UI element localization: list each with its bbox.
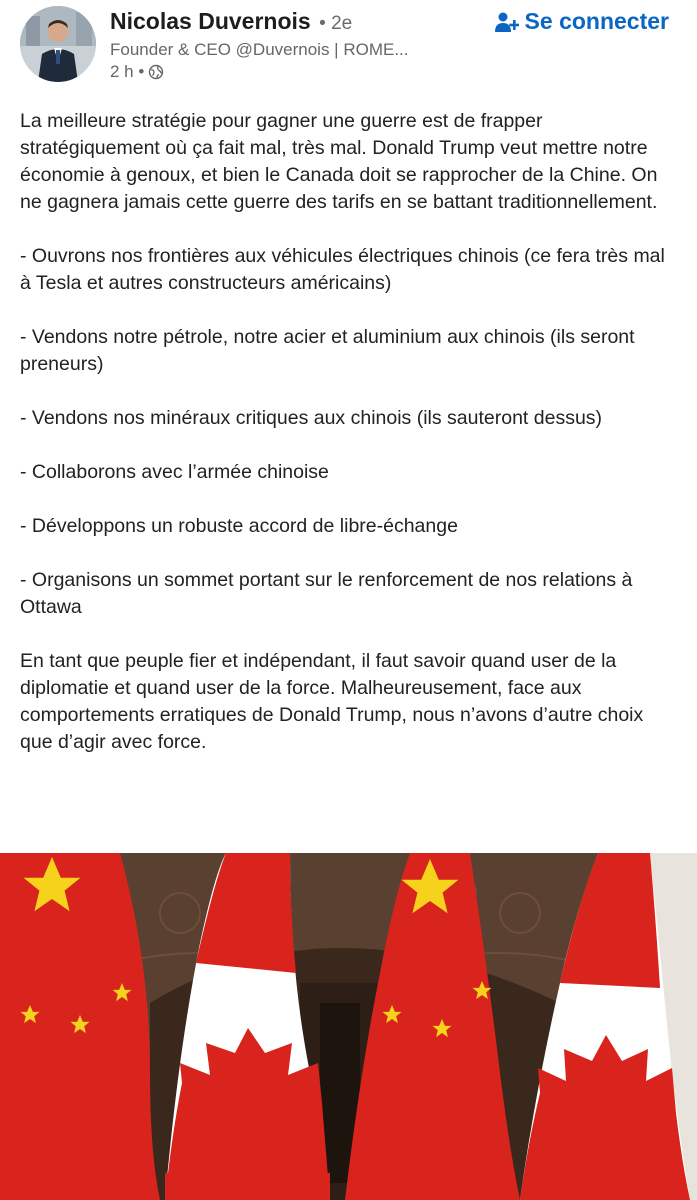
connect-label: Se connecter	[524, 8, 669, 34]
post-paragraph: La meilleure stratégie pour gagner une guerre est de frapper stratégiquement où ça fait mal, très mal. Donald Trump veut mettre notre économie à genoux, et bien le Canada doit se rapprocher de la Chine. On ne gagnera jamais cette guerre des tarifs en se battant traditionnellement.	[20, 110, 658, 213]
post-paragraph: - Vendons nos minéraux critiques aux chinois (ils sauteront dessus)	[20, 407, 603, 429]
flags-photo	[0, 853, 697, 1200]
post-time: 2 h •	[110, 62, 145, 81]
globe-icon	[148, 64, 164, 80]
post-paragraph: - Ouvrons nos frontières aux véhicules électriques chinois (ce fera très mal à Tesla et autres constructeurs américains)	[20, 245, 665, 294]
author-line	[110, 8, 352, 35]
post-image[interactable]	[0, 853, 697, 1200]
post-meta	[110, 62, 164, 82]
post-paragraph: - Développons un robuste accord de libre-échange	[20, 515, 458, 537]
person-avatar-icon	[20, 6, 96, 82]
post-paragraph: - Collaborons avec l’armée chinoise	[20, 461, 329, 483]
connection-degree: • 2e	[319, 13, 353, 34]
author-avatar[interactable]	[20, 6, 96, 82]
connect-button[interactable]	[495, 8, 669, 35]
add-person-icon	[495, 11, 519, 33]
author-name[interactable]: Nicolas Duvernois	[110, 8, 311, 34]
post-text	[20, 108, 680, 783]
post-paragraph: En tant que peuple fier et indépendant, il faut savoir quand user de la diplomatie et quand user de la force. Malheureusement, face aux comportements erratiques de Donald Trump, nous n’avons d’autre choix que d’agir avec force.	[20, 650, 644, 753]
author-headline: Founder & CEO @Duvernois | ROME...	[110, 40, 409, 59]
post-header	[0, 0, 697, 96]
post-paragraph: - Organisons un sommet portant sur le renforcement de nos relations à Ottawa	[20, 569, 633, 618]
post-paragraph: - Vendons notre pétrole, notre acier et aluminium aux chinois (ils seront preneurs)	[20, 326, 635, 375]
